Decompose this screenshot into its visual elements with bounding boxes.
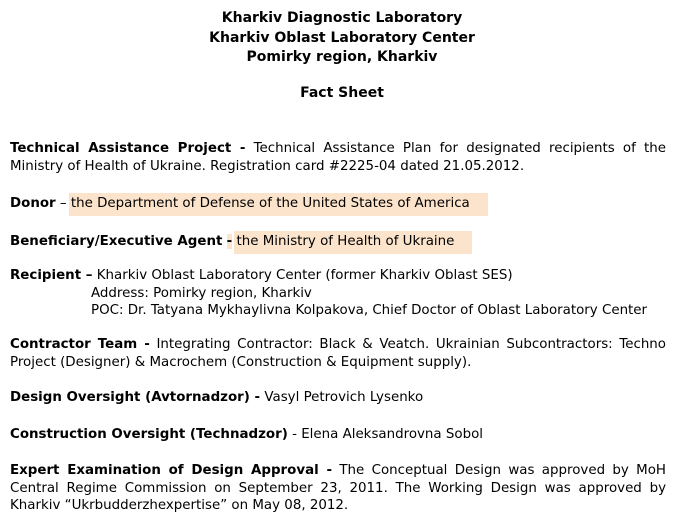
header-line-1: Kharkiv Diagnostic Laboratory — [221, 10, 463, 26]
contractor-text: Integrating Contractor: Black & Veatch. Ukrainian Subcontractors: Techno Project (Designer) & Macrochem (Construction & Equipment supply). — [10, 337, 666, 370]
donor-label: Donor — [10, 196, 56, 211]
header-line-3: Pomirky region, Kharkiv — [246, 49, 438, 65]
recipient-poc: POC: Dr. Tatyana Mykhaylivna Kolpakova, Chief Doctor of Oblast Laboratory Center — [91, 303, 648, 318]
donor-separator: – — [59, 196, 67, 211]
beneficiary-highlight: the Ministry of Health of Ukraine — [234, 231, 472, 254]
beneficiary-separator: - — [226, 234, 233, 249]
recipient-address: Address: Pomirky region, Kharkiv — [91, 285, 312, 301]
donor-paragraph — [10, 193, 666, 216]
construction-oversight-paragraph — [10, 426, 666, 444]
beneficiary-label: Beneficiary/Executive Agent — [10, 234, 223, 249]
construction-oversight-label: Construction Oversight (Technadzor) — [10, 427, 288, 442]
technical-assistance-text: Technical Assistance Plan for designated recipients of the Ministry of Health of Ukraine. Registration card #2225-04 dated 21.05.2012. — [10, 141, 666, 174]
technical-assistance-label: Technical Assistance Project - — [10, 141, 246, 156]
recipient-label: Recipient – — [10, 268, 93, 283]
donor-highlight: the Department of Defense of the United States of America — [69, 193, 488, 216]
recipient-text: Kharkiv Oblast Laboratory Center (former Kharkiv Oblast SES) — [96, 268, 513, 283]
design-oversight-text: Vasyl Petrovich Lysenko — [264, 390, 424, 405]
construction-oversight-text: - Elena Aleksandrovna Sobol — [292, 427, 483, 442]
design-oversight-paragraph — [10, 389, 666, 407]
fact-sheet-title: Fact Sheet — [300, 85, 384, 101]
expert-examination-paragraph — [10, 462, 666, 515]
technical-assistance-paragraph — [10, 140, 666, 175]
expert-examination-label: Expert Examination of Design Approval - — [10, 463, 333, 478]
contractor-label: Contractor Team - — [10, 337, 150, 352]
design-oversight-label: Design Oversight (Avtornadzor) - — [10, 390, 261, 405]
header-line-2: Kharkiv Oblast Laboratory Center — [209, 30, 475, 46]
expert-examination-text: The Conceptual Design was approved by MoH Central Regime Commission on September 23, 2011. The Working Design was approved by Kharkiv “Ukrbudderzhexpertise” on May 08, 2012. — [10, 463, 666, 513]
contractor-paragraph — [10, 336, 666, 371]
recipient-paragraph — [10, 267, 666, 320]
beneficiary-paragraph — [10, 231, 666, 254]
